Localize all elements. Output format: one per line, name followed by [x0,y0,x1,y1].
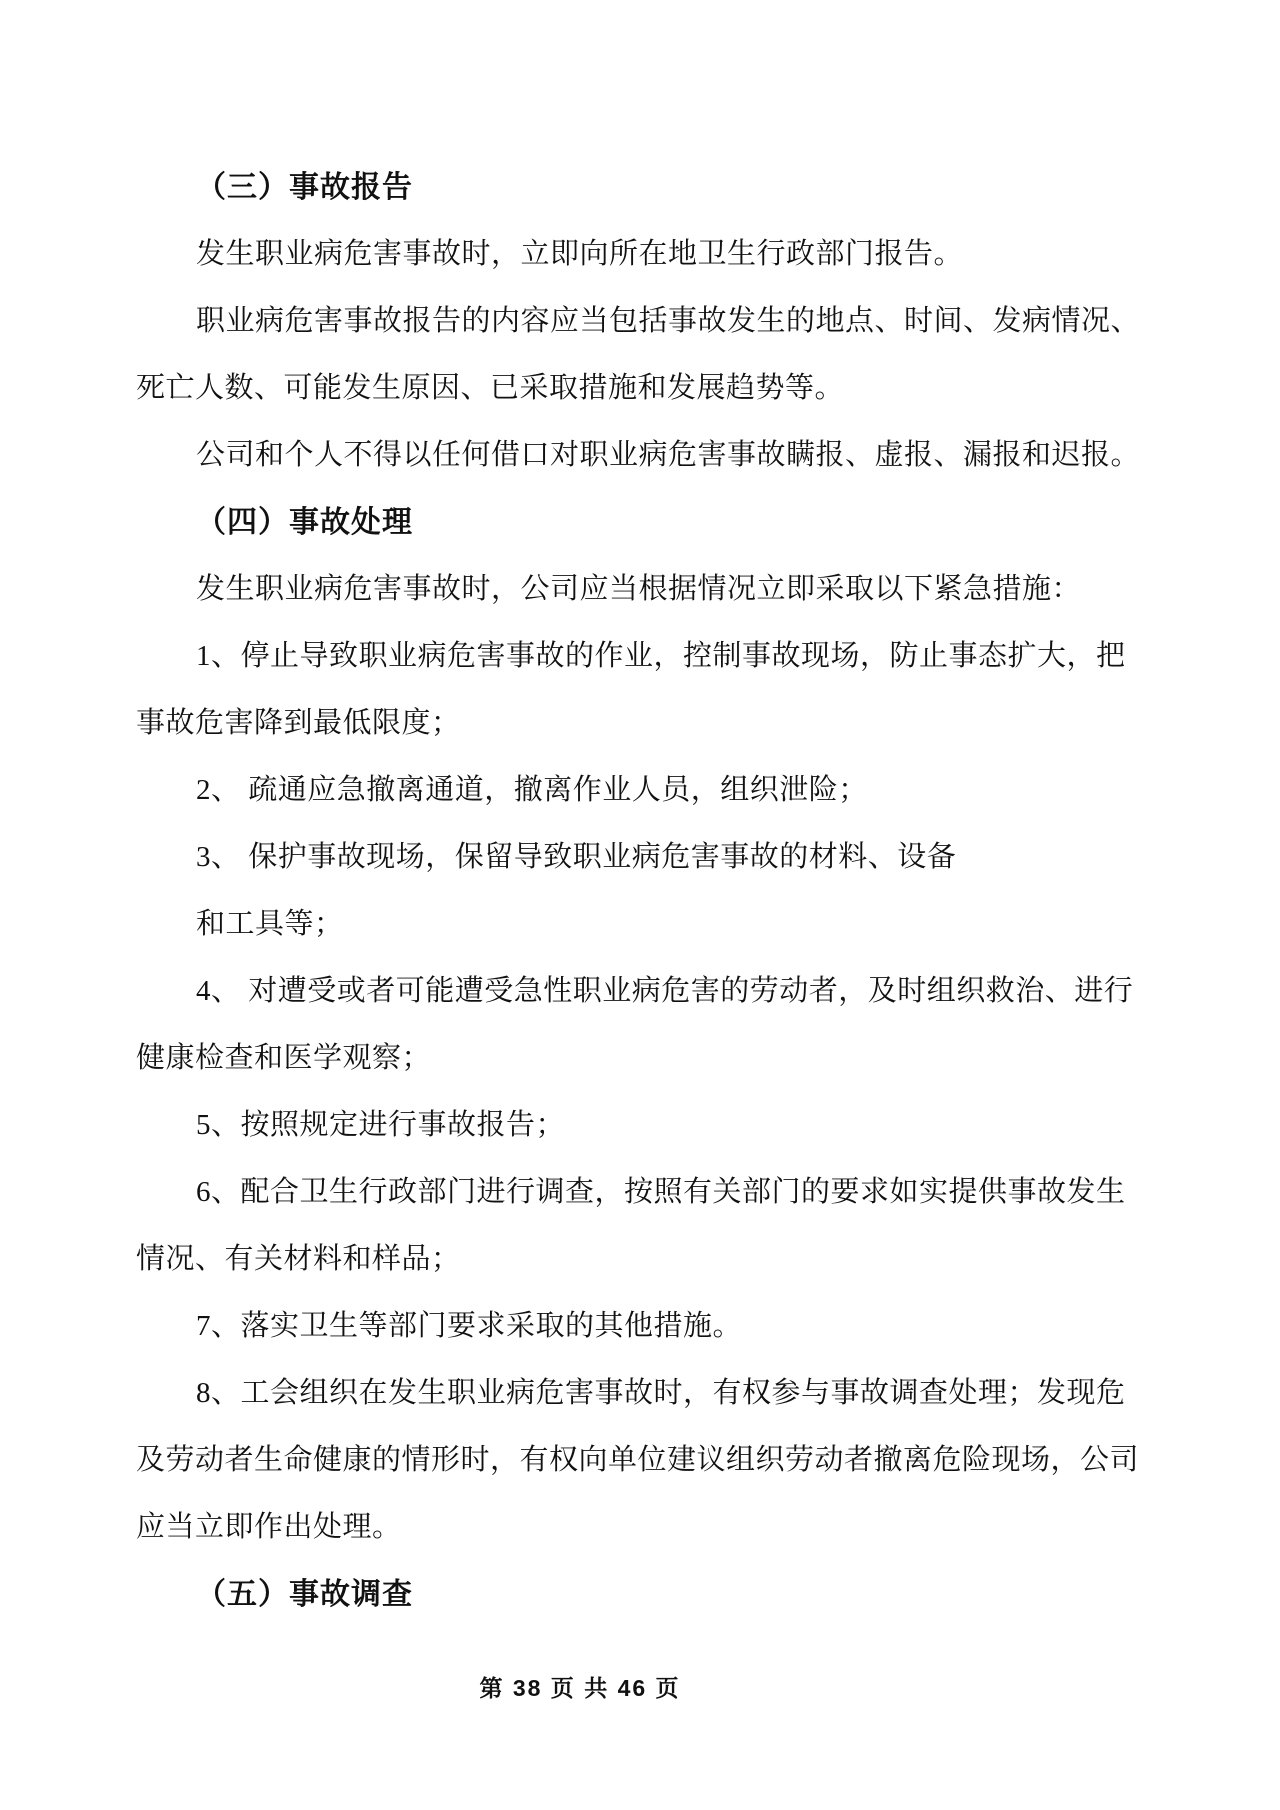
heading-accident-investigation: （五）事故调查 [196,1578,413,1611]
list-item-8-continuation: 及劳动者生命健康的情形时，有权向单位建议组织劳动者撤离危险现场，公司 [136,1444,1140,1476]
paragraph-line: 公司和个人不得以任何借口对职业病危害事故瞒报、虚报、漏报和迟报。 [196,439,1141,471]
list-item-7: 7、落实卫生等部门要求采取的其他措施。 [196,1310,743,1342]
list-item-6-continuation: 情况、有关材料和样品； [136,1243,461,1275]
paragraph-line: 发生职业病危害事故时，公司应当根据情况立即采取以下紧急措施： [196,573,1082,605]
list-item-8: 8、工会组织在发生职业病危害事故时，有权参与事故调查处理；发现危 [196,1377,1126,1409]
heading-accident-handling: （四）事故处理 [196,506,413,539]
list-item-3: 3、 保护事故现场，保留导致职业病危害事故的材料、设备 [196,841,957,873]
document-body [0,154,1280,1628]
paragraph-line: 死亡人数、可能发生原因、已采取措施和发展趋势等。 [136,372,845,404]
list-item-1-continuation: 事故危害降到最低限度； [136,707,461,739]
page-number-footer: 第 38 页 共 46 页 [479,1675,681,1701]
paragraph-line: 职业病危害事故报告的内容应当包括事故发生的地点、时间、发病情况、 [196,305,1141,337]
list-item-3-continuation: 和工具等； [196,908,344,940]
list-item-8-continuation: 应当立即作出处理。 [136,1511,402,1543]
list-item-4: 4、 对遭受或者可能遭受急性职业病危害的劳动者，及时组织救治、进行 [196,975,1134,1007]
list-item-1: 1、停止导致职业病危害事故的作业，控制事故现场，防止事态扩大，把 [196,640,1126,672]
list-item-4-continuation: 健康检查和医学观察； [136,1042,432,1074]
list-item-2: 2、 疏通应急撤离通道，撤离作业人员，组织泄险； [196,774,868,806]
paragraph-line: 发生职业病危害事故时，立即向所在地卫生行政部门报告。 [196,238,964,270]
list-item-6: 6、配合卫生行政部门进行调查，按照有关部门的要求如实提供事故发生 [196,1176,1126,1208]
list-item-5: 5、按照规定进行事故报告； [196,1109,566,1141]
heading-accident-report: （三）事故报告 [196,171,413,204]
